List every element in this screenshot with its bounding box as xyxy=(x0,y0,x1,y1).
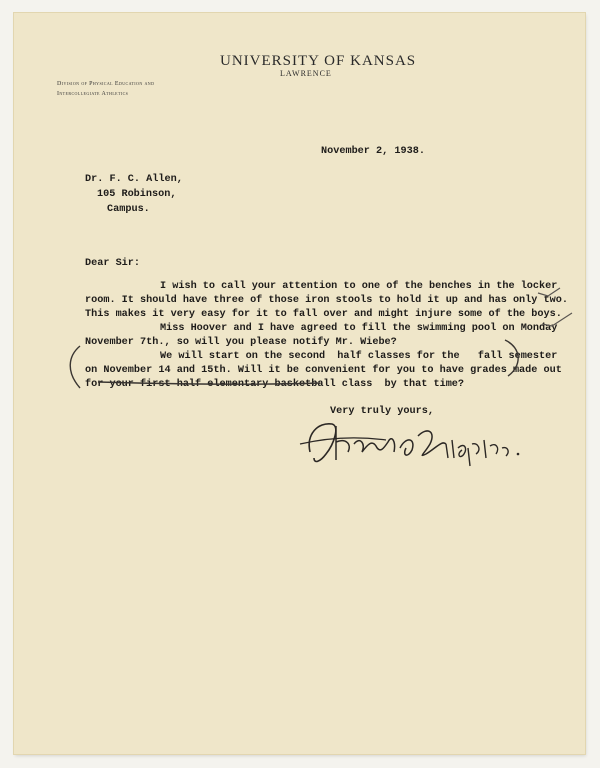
university-location: LAWRENCE xyxy=(280,69,332,78)
body-line: room. It should have three of those iron stools to hold it up and has only two. xyxy=(85,295,568,306)
body-line: November 7th., so will you please notify Mr. Wiebe? xyxy=(85,337,397,348)
body-line: Miss Hoover and I have agreed to fill the swimming pool on Monday xyxy=(160,323,558,334)
recipient-campus: Campus. xyxy=(107,204,150,215)
salutation: Dear Sir: xyxy=(85,258,141,269)
division-line-1: Division of Physical Education and xyxy=(57,81,155,87)
body-line: We will start on the second half classes for the fall semester xyxy=(160,351,558,362)
body-line: I wish to call your attention to one of the benches in the locker xyxy=(160,281,558,292)
division-line-2: Intercollegiate Athletics xyxy=(57,91,129,97)
closing: Very truly yours, xyxy=(330,406,434,417)
body-line: for your first half elementary basketball class by that time? xyxy=(85,379,465,390)
letter-date: November 2, 1938. xyxy=(321,146,425,157)
recipient-office: 105 Robinson, xyxy=(97,189,177,200)
signature xyxy=(296,414,528,472)
body-line: This makes it very easy for it to fall over and might injure some of the boys. xyxy=(85,309,562,320)
university-name: UNIVERSITY OF KANSAS xyxy=(220,53,417,69)
body-line: on November 14 and 15th. Will it be convenient for you to have grades made out xyxy=(85,365,562,376)
recipient-name: Dr. F. C. Allen, xyxy=(85,174,183,185)
